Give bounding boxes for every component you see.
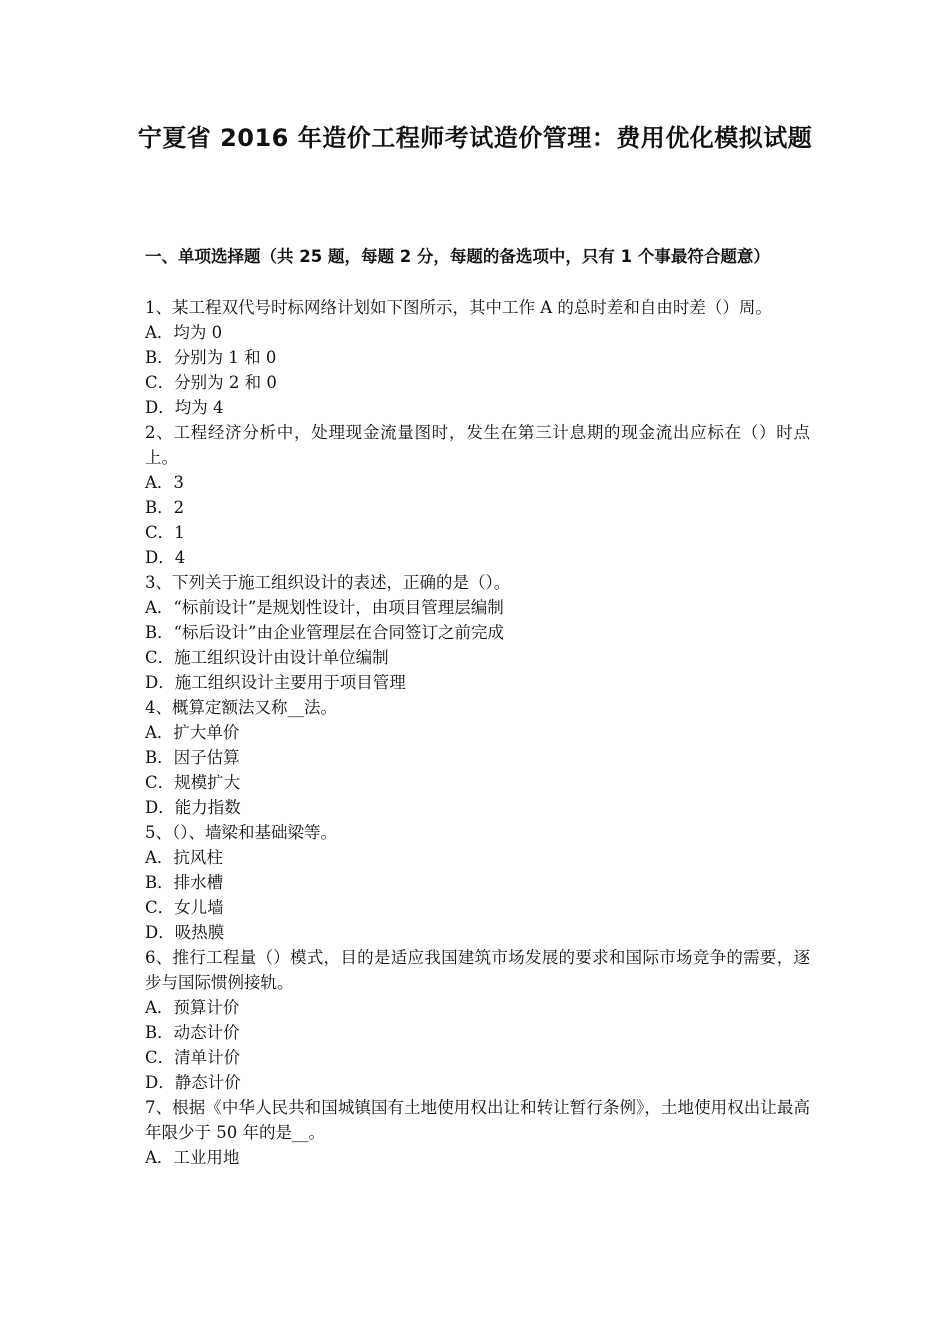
option-c: C．规模扩大: [145, 773, 241, 792]
question-stem: 5、（）、墙梁和基础梁等。: [145, 823, 337, 842]
option-b: B．分别为 1 和 0: [145, 348, 277, 367]
option-a: A．抗风柱: [145, 848, 223, 867]
option-b: B．动态计价: [145, 1023, 240, 1042]
question-stem: 4、概算定额法又称__法。: [145, 698, 337, 717]
question-1: [145, 295, 810, 420]
option-a: A．扩大单价: [145, 723, 240, 742]
option-b: B．“标后设计”由企业管理层在合同签订之前完成: [145, 623, 504, 642]
option-a: A．预算计价: [145, 998, 240, 1017]
question-3: [145, 570, 810, 695]
option-c: C．1: [145, 523, 185, 542]
option-c: C．清单计价: [145, 1048, 241, 1067]
question-2: [145, 420, 810, 570]
question-stem: 2、工程经济分析中，处理现金流量图时，发生在第三计息期的现金流出应标在（）时点上。: [145, 423, 810, 467]
option-a: A．3: [145, 473, 184, 492]
option-a: A．“标前设计”是规划性设计，由项目管理层编制: [145, 598, 504, 617]
question-7: [145, 1095, 810, 1170]
option-d: D．施工组织设计主要用于项目管理: [145, 673, 406, 692]
question-stem: 7、根据《中华人民共和国城镇国有土地使用权出让和转让暂行条例》，土地使用权出让最高年限少于 50 年的是__。: [145, 1098, 810, 1142]
question-stem: 6、推行工程量（）模式，目的是适应我国建筑市场发展的要求和国际市场竞争的需要，逐步与国际惯例接轨。: [145, 948, 810, 992]
option-d: D．静态计价: [145, 1073, 241, 1092]
question-list: [145, 295, 810, 1170]
question-stem: 3、下列关于施工组织设计的表述，正确的是（）。: [145, 573, 511, 592]
option-a: A．工业用地: [145, 1148, 240, 1167]
question-4: [145, 695, 810, 820]
option-a: A．均为 0: [145, 323, 223, 342]
question-stem: 1、某工程双代号时标网络计划如下图所示，其中工作 A 的总时差和自由时差（）周。: [145, 298, 772, 317]
option-b: B．因子估算: [145, 748, 240, 767]
option-c: C．分别为 2 和 0: [145, 373, 277, 392]
option-d: D．吸热膜: [145, 923, 225, 942]
option-b: B．排水槽: [145, 873, 224, 892]
document-title: 宁夏省 2016 年造价工程师考试造价管理：费用优化模拟试题: [137, 124, 813, 152]
option-d: D．能力指数: [145, 798, 241, 817]
option-c: C．女儿墙: [145, 898, 224, 917]
question-6: [145, 945, 810, 1095]
option-d: D．4: [145, 548, 186, 567]
section-heading: 一、单项选择题（共 25 题，每题 2 分，每题的备选项中，只有 1 个事最符合题意）: [145, 247, 770, 266]
option-c: C．施工组织设计由设计单位编制: [145, 648, 389, 667]
question-5: [145, 820, 810, 945]
option-d: D．均为 4: [145, 398, 224, 417]
option-b: B．2: [145, 498, 185, 517]
